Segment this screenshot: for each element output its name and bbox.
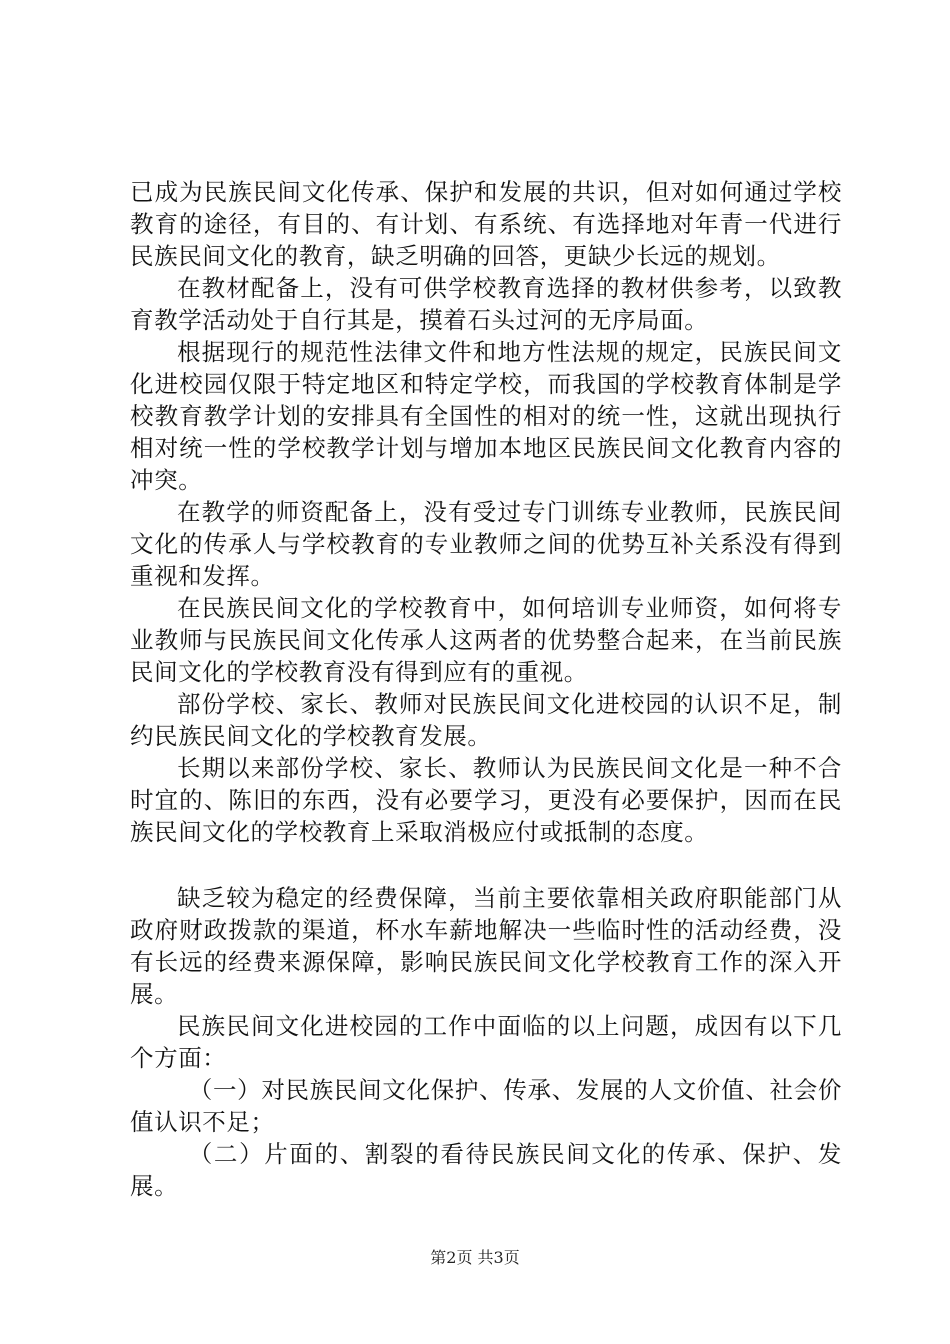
paragraph-8: 缺乏较为稳定的经费保障，当前主要依靠相关政府职能部门从政府财政拨款的渠道，杯水车薪地解决一些临时性的活动经费，没有长远的经费来源保障，影响民族民间文化学校教育工作的深入开展。	[130, 884, 842, 1008]
paragraph-4: 在教学的师资配备上，没有受过专门训练专业教师，民族民间文化的传承人与学校教育的专业教师之间的优势互补关系没有得到重视和发挥。	[130, 498, 842, 590]
paragraph-gap	[130, 848, 842, 882]
paragraph-9: 民族民间文化进校园的工作中面临的以上问题，成因有以下几个方面：	[130, 1012, 842, 1072]
paragraph-6: 部份学校、家长、教师对民族民间文化进校园的认识不足，制约民族民间文化的学校教育发展。	[130, 690, 842, 750]
list-item-1: （一）对民族民间文化保护、传承、发展的人文价值、社会价值认识不足；	[130, 1076, 842, 1136]
paragraph-7: 长期以来部份学校、家长、教师认为民族民间文化是一种不合时宜的、陈旧的东西，没有必要学习，更没有必要保护，因而在民族民间文化的学校教育上采取消极应付或抵制的态度。	[130, 754, 842, 846]
paragraph-5: 在民族民间文化的学校教育中，如何培训专业师资，如何将专业教师与民族民间文化传承人这两者的优势整合起来，在当前民族民间文化的学校教育没有得到应有的重视。	[130, 594, 842, 686]
paragraph-1: 已成为民族民间文化传承、保护和发展的共识，但对如何通过学校教育的途径，有目的、有计划、有系统、有选择地对年青一代进行民族民间文化的教育，缺乏明确的回答，更缺少长远的规划。	[130, 178, 842, 270]
list-item-2: （二）片面的、割裂的看待民族民间文化的传承、保护、发展。	[130, 1140, 842, 1200]
page-number-footer: 第2页 共3页	[430, 1248, 520, 1267]
paragraph-2: 在教材配备上，没有可供学校教育选择的教材供参考，以致教育教学活动处于自行其是，摸着石头过河的无序局面。	[130, 274, 842, 334]
paragraph-3: 根据现行的规范性法律文件和地方性法规的规定，民族民间文化进校园仅限于特定地区和特定学校，而我国的学校教育体制是学校教育教学计划的安排具有全国性的相对的统一性，这就出现执行相对统一性的学校教学计划与增加本地区民族民间文化教育内容的冲突。	[130, 338, 842, 494]
document-body	[130, 176, 842, 1202]
